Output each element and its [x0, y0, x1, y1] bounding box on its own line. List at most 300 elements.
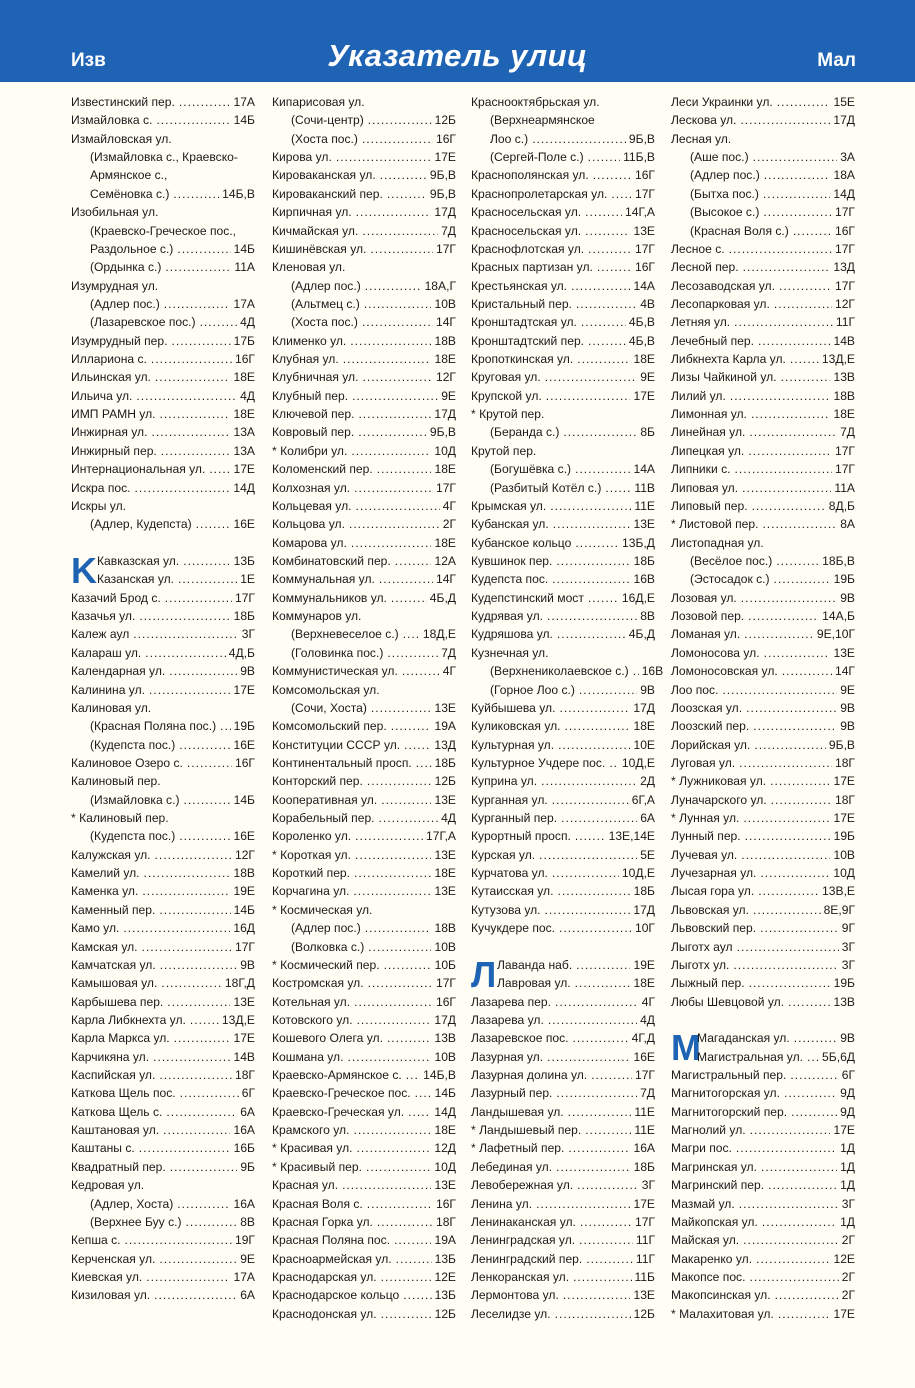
grid-reference: 9В: [840, 590, 855, 605]
index-entry: [71, 222, 255, 240]
street-name: Луначарского ул.: [671, 792, 767, 807]
index-entry: [471, 570, 655, 588]
street-name: Калужская ул.: [71, 847, 151, 862]
index-entry: [272, 1176, 456, 1194]
index-entry: [671, 1139, 855, 1157]
index-entry: [71, 1158, 255, 1176]
index-entry: [272, 460, 456, 478]
index-entry: [471, 332, 655, 350]
street-name: Кипарисовая ул.: [272, 95, 365, 109]
index-entry: [71, 295, 255, 313]
street-name: Ломаная ул.: [671, 627, 741, 642]
dot-leader: [358, 405, 431, 423]
street-name: Каштаны с.: [71, 1141, 135, 1156]
street-name: Куликовская ул.: [471, 719, 561, 734]
grid-reference: 6Г: [241, 1086, 255, 1101]
index-entry: [71, 625, 255, 643]
dot-leader: [546, 387, 631, 405]
grid-reference: 13В: [434, 1031, 456, 1046]
index-entry: [671, 993, 855, 1011]
dot-leader: [161, 442, 231, 460]
section-gap: [71, 534, 255, 552]
street-name: Лозовая ул.: [671, 590, 737, 605]
index-entry: [471, 130, 655, 148]
grid-reference: 3Г: [841, 957, 855, 972]
grid-reference: 6А: [240, 1288, 255, 1303]
grid-reference: 3А: [840, 150, 855, 165]
grid-reference: 12Б: [434, 1306, 456, 1321]
dot-leader: [379, 809, 439, 827]
street-name: Лермонтова ул.: [471, 1288, 559, 1303]
street-name: Красная Горка ул.: [272, 1214, 373, 1229]
grid-reference: 18Е: [434, 462, 456, 477]
index-entry: [272, 1213, 456, 1231]
grid-reference: 16Д,Е: [621, 590, 655, 605]
dot-leader: [761, 1158, 837, 1176]
street-name: Семёновка с.): [90, 186, 170, 201]
street-name: Магистральный пер.: [671, 1068, 787, 1083]
index-entry: [471, 295, 655, 313]
street-name: Конституции СССР ул.: [272, 737, 401, 752]
index-entry: [272, 295, 456, 313]
dot-leader: [159, 1066, 232, 1084]
grid-reference: 9Б,В: [429, 168, 456, 183]
street-name: (Бытха пос.): [690, 186, 759, 201]
street-name: Либкнехта Карла ул.: [671, 352, 786, 367]
index-entry: [272, 93, 456, 111]
street-name: (Ордынка с.): [90, 260, 162, 275]
dot-leader: [573, 1268, 631, 1286]
index-column-2: [272, 93, 456, 1323]
street-name: Камская ул.: [71, 939, 138, 954]
index-entry: [671, 442, 855, 460]
street-name: Лорийская ул.: [671, 737, 751, 752]
grid-reference: 13Д,Е: [221, 1012, 255, 1027]
street-name: Кошевого Олега ул.: [272, 1031, 383, 1046]
street-name: Культурное Учдере пос.: [471, 755, 606, 770]
street-name: Краснопролетарская ул.: [471, 186, 608, 201]
street-name: Корчагина ул.: [272, 884, 350, 899]
street-name: * Малахитовая ул.: [671, 1306, 774, 1321]
index-entry: [272, 1029, 456, 1047]
street-name: Каменный пер.: [71, 902, 156, 917]
index-entry: [671, 1176, 855, 1194]
grid-reference: 3Г: [241, 627, 255, 642]
street-name: Краевско-Греческая ул.: [272, 1104, 405, 1119]
grid-reference: 17Г: [234, 939, 255, 954]
grid-reference: 9Е,10Г: [816, 627, 855, 642]
index-entry: [671, 1305, 855, 1323]
grid-reference: 18Д,Е: [422, 627, 456, 642]
index-entry: [272, 277, 456, 295]
index-entry: [471, 699, 655, 717]
street-name: Конторский пер.: [272, 774, 363, 789]
dot-leader: [565, 717, 631, 735]
index-entry: [671, 166, 855, 184]
street-name: Лазурный пер.: [471, 1086, 553, 1101]
dot-leader: [155, 368, 231, 386]
index-entry: [471, 589, 655, 607]
street-name: Лоозский пер.: [671, 719, 750, 734]
street-name: Комсомольская ул.: [272, 682, 380, 697]
grid-reference: 4Д: [240, 315, 255, 330]
index-entry: [71, 974, 255, 992]
section-letter: K: [71, 549, 97, 591]
street-name: Красная Воля с.: [272, 1196, 363, 1211]
grid-reference: 13Е: [434, 884, 456, 899]
grid-reference: 18В: [434, 333, 456, 348]
index-entry: [272, 222, 456, 240]
dot-leader: [770, 772, 830, 790]
grid-reference: 11Г: [635, 1233, 655, 1248]
grid-reference: 17Г: [435, 976, 456, 991]
street-name: Кутузова ул.: [471, 902, 541, 917]
index-entry: [71, 258, 255, 276]
street-name: Калеж аул: [71, 627, 130, 642]
index-entry: [272, 772, 456, 790]
index-entry: [71, 791, 255, 809]
index-entry: [471, 1011, 655, 1029]
grid-reference: 4Д: [240, 388, 255, 403]
index-entry: [71, 864, 255, 882]
dot-leader: [377, 460, 432, 478]
street-name: Ломоносова ул.: [671, 645, 760, 660]
index-entry: [71, 1250, 255, 1268]
index-entry: [671, 479, 855, 497]
dot-leader: [145, 644, 226, 662]
grid-reference: 3Г: [841, 939, 855, 954]
grid-reference: 17А: [233, 296, 255, 311]
street-name: Комсомольский пер.: [272, 719, 387, 734]
index-entry: [671, 387, 855, 405]
dot-leader: [159, 1250, 237, 1268]
index-entry: [671, 938, 855, 956]
grid-reference: 17Г: [634, 1214, 655, 1229]
grid-reference: 15Е: [833, 95, 855, 109]
street-name: Коммунаров ул.: [272, 609, 362, 624]
grid-reference: 10В: [434, 1049, 456, 1064]
street-name: Камчатская ул.: [71, 957, 156, 972]
index-entry: [671, 699, 855, 717]
street-name: Кристальный пер.: [471, 296, 572, 311]
grid-reference: 19Б: [833, 976, 855, 991]
dot-leader: [556, 1084, 637, 1102]
grid-reference: 9В: [840, 719, 855, 734]
street-name: Крымская ул.: [471, 498, 547, 513]
index-entry: [71, 717, 255, 735]
dot-leader: [790, 1066, 838, 1084]
grid-reference: 13Д,Е: [821, 352, 855, 367]
grid-reference: 1Д: [840, 1178, 855, 1193]
street-name: Кудряшова ул.: [471, 627, 553, 642]
street-name: Коммунистическая ул.: [272, 664, 398, 679]
index-entry: [471, 350, 655, 368]
grid-reference: 17Д: [633, 700, 655, 715]
street-name: Лазарева пер.: [471, 994, 551, 1009]
grid-reference: 13Е,14Е: [608, 829, 655, 844]
street-name: Ковровый пер.: [272, 425, 355, 440]
dot-leader: [791, 1103, 837, 1121]
grid-reference: 2Г: [841, 1233, 855, 1248]
index-entry: [471, 864, 655, 882]
street-name: (Верхневеселое с.): [291, 627, 399, 642]
dot-leader: [788, 993, 830, 1011]
dot-leader: [362, 368, 433, 386]
index-entry: [471, 442, 655, 460]
dot-leader: [575, 534, 619, 552]
index-entry: [272, 717, 456, 735]
index-column-4: [671, 93, 855, 1323]
grid-reference: 9Д: [840, 1086, 855, 1101]
index-entry: [272, 607, 456, 625]
street-name: Клубничная ул.: [272, 370, 359, 385]
grid-reference: 16Г: [834, 223, 855, 238]
street-name: Комарова ул.: [272, 535, 347, 550]
grid-reference: 10Д: [434, 443, 456, 458]
page-header: [0, 0, 915, 82]
dot-leader: [365, 919, 432, 937]
grid-reference: 19Б: [833, 829, 855, 844]
dot-leader: [178, 570, 237, 588]
grid-reference: 8В: [640, 609, 655, 624]
dot-leader: [568, 1103, 632, 1121]
dot-leader: [586, 1250, 633, 1268]
street-name: Красная Поляна пос.: [272, 1233, 391, 1248]
grid-reference: 16Г: [234, 352, 255, 367]
grid-reference: 16Д: [233, 921, 255, 936]
street-name: Казанская ул.: [97, 572, 175, 587]
grid-reference: 18Е: [833, 407, 855, 422]
dot-leader: [559, 699, 630, 717]
index-entry: [272, 1305, 456, 1323]
dot-leader: [353, 1121, 431, 1139]
index-entry: [471, 552, 655, 570]
street-name: Лилий ул.: [671, 388, 726, 403]
index-entry: [471, 368, 655, 386]
street-name: Курчатова ул.: [471, 866, 548, 881]
street-name: Кавказская ул.: [97, 553, 180, 568]
index-entry: [71, 607, 255, 625]
dot-leader: [364, 295, 432, 313]
index-entry: [272, 258, 456, 276]
dot-leader: [368, 938, 431, 956]
grid-reference: 4Б,В: [628, 315, 655, 330]
street-name: Круговая ул.: [471, 370, 541, 385]
page-title: Указатель улиц: [327, 38, 588, 73]
grid-reference: 4Б,Д: [429, 590, 456, 605]
street-name: Липовый пер.: [671, 498, 748, 513]
street-name: Лучезарная ул.: [671, 866, 757, 881]
dot-leader: [539, 846, 637, 864]
dot-leader: [760, 864, 830, 882]
dot-leader: [730, 387, 831, 405]
grid-reference: 17А: [233, 95, 255, 109]
grid-reference: 12Б: [434, 113, 456, 128]
street-name: Лоо пос.: [671, 682, 719, 697]
street-name: Киевская ул.: [71, 1270, 143, 1284]
index-entry: [272, 956, 456, 974]
index-entry: [272, 662, 456, 680]
grid-reference: 12Е: [833, 1251, 855, 1266]
street-name: (Верхнениколаевское с.): [490, 664, 629, 679]
street-name: Краснодонская ул.: [272, 1306, 377, 1321]
grid-reference: 17Е: [233, 682, 255, 697]
grid-reference: 9Е: [240, 1251, 255, 1266]
dot-leader: [367, 1195, 433, 1213]
dot-leader: [381, 1305, 432, 1323]
index-entry: [671, 405, 855, 423]
grid-reference: 1Д: [840, 1141, 855, 1156]
index-entry: [697, 1029, 855, 1047]
street-name: (Верхнеармянское: [490, 113, 595, 128]
index-entry: [671, 1195, 855, 1213]
index-entry: [272, 166, 456, 184]
dot-leader: [756, 1250, 830, 1268]
street-name: Макопсе пос.: [671, 1270, 746, 1284]
grid-reference: 3Г: [841, 1196, 855, 1211]
dot-leader: [748, 442, 832, 460]
street-name: (Головинка пос.): [291, 645, 384, 660]
street-name: Калиновое Озеро с.: [71, 755, 183, 770]
street-name: * Лафетный пер.: [471, 1141, 565, 1156]
grid-reference: 1Е: [240, 572, 255, 587]
grid-reference: 18Е: [434, 1123, 456, 1138]
grid-reference: 14Д: [833, 186, 855, 201]
grid-reference: 13Д: [434, 737, 456, 752]
dot-leader: [743, 1231, 839, 1249]
index-entry: [71, 350, 255, 368]
street-name: Майкопская ул.: [671, 1214, 758, 1229]
dot-leader: [169, 662, 237, 680]
grid-reference: 13Д: [833, 260, 855, 275]
grid-reference: 17Г: [834, 462, 855, 477]
index-entry: [272, 497, 456, 515]
street-name: Красноармейская ул.: [272, 1251, 392, 1266]
index-entry: [671, 791, 855, 809]
index-entry: [272, 791, 456, 809]
index-entry: [272, 589, 456, 607]
dot-leader: [553, 515, 631, 533]
street-name: Календарная ул.: [71, 664, 166, 679]
grid-reference: 17Г: [834, 443, 855, 458]
section-letter: Л: [471, 953, 497, 995]
dot-leader: [585, 1121, 631, 1139]
grid-reference: 6Г,А: [631, 792, 655, 807]
dot-leader: [167, 993, 230, 1011]
street-name: Крупской ул.: [471, 388, 542, 403]
index-entry: [272, 699, 456, 717]
street-name: Лазарева ул.: [471, 1012, 544, 1027]
grid-reference: 17Г: [834, 241, 855, 256]
dot-leader: [735, 460, 832, 478]
street-name: Макаренко ул.: [671, 1251, 753, 1266]
index-entry: [71, 901, 255, 919]
index-entry: [272, 405, 456, 423]
dot-leader: [561, 809, 637, 827]
grid-reference: 13В: [833, 994, 855, 1009]
grid-reference: 8А: [840, 517, 855, 532]
index-entry: [71, 736, 255, 754]
grid-reference: 19Е: [233, 884, 255, 899]
index-entry: [71, 882, 255, 900]
dot-leader: [763, 203, 832, 221]
street-name: Лескова ул.: [671, 113, 737, 128]
index-entry: [471, 827, 655, 845]
grid-reference: 11Е: [634, 1104, 655, 1119]
grid-reference: 18В: [233, 866, 255, 881]
dot-leader: [749, 974, 831, 992]
dot-leader: [559, 919, 632, 937]
dot-leader: [136, 387, 237, 405]
dot-leader: [156, 111, 230, 129]
street-name: Красная ул.: [272, 1178, 339, 1193]
dot-leader: [762, 1213, 837, 1231]
street-name: Камелий ул.: [71, 866, 140, 881]
street-name: (Адлер пос.): [291, 921, 361, 936]
grid-reference: 7Д: [640, 1086, 655, 1101]
dot-leader: [146, 1268, 230, 1286]
index-entry: [71, 185, 255, 203]
index-entry: [272, 240, 456, 258]
grid-reference: 14Д: [233, 480, 255, 495]
index-entry: [71, 772, 255, 790]
index-entry: [671, 130, 855, 148]
street-name: Известинский пер.: [71, 95, 175, 109]
street-name: Коломенский пер.: [272, 462, 373, 477]
grid-reference: 4Г: [641, 994, 655, 1009]
index-entry: [71, 993, 255, 1011]
dot-leader: [396, 1250, 432, 1268]
street-name: Каменка ул.: [71, 884, 139, 899]
dot-leader: [752, 497, 826, 515]
dot-leader: [588, 240, 632, 258]
grid-reference: 11Е: [634, 498, 655, 513]
street-name: Краевско-Армянское с.: [272, 1068, 402, 1083]
dot-leader: [387, 185, 427, 203]
street-name: Магаданская ул.: [697, 1031, 790, 1046]
dot-leader: [605, 479, 631, 497]
index-entry: [272, 1158, 456, 1176]
dot-leader: [743, 258, 831, 276]
dot-leader: [144, 864, 231, 882]
dot-leader: [563, 423, 637, 441]
index-entry: [272, 919, 456, 937]
grid-reference: 18Г: [435, 1214, 456, 1229]
dot-leader: [362, 313, 433, 331]
index-entry: [272, 185, 456, 203]
dot-leader: [362, 222, 438, 240]
dot-leader: [416, 754, 432, 772]
street-name: Измайловка с.: [71, 113, 153, 128]
dot-leader: [741, 846, 830, 864]
dot-leader: [159, 901, 230, 919]
index-entry: [671, 901, 855, 919]
index-entry: [671, 534, 855, 552]
index-entry: [671, 717, 855, 735]
index-entry: [71, 699, 255, 717]
grid-reference: 4Б,В: [628, 333, 655, 348]
index-entry: [671, 625, 855, 643]
index-entry: [71, 405, 255, 423]
dot-leader: [379, 570, 433, 588]
street-name: Измайловская ул.: [71, 131, 172, 146]
index-entry: [671, 258, 855, 276]
street-name: Котовского ул.: [272, 1012, 353, 1027]
street-name: Короткий пер.: [272, 866, 351, 881]
index-entry: [471, 111, 655, 129]
index-entry: [671, 295, 855, 313]
dot-leader: [367, 772, 432, 790]
